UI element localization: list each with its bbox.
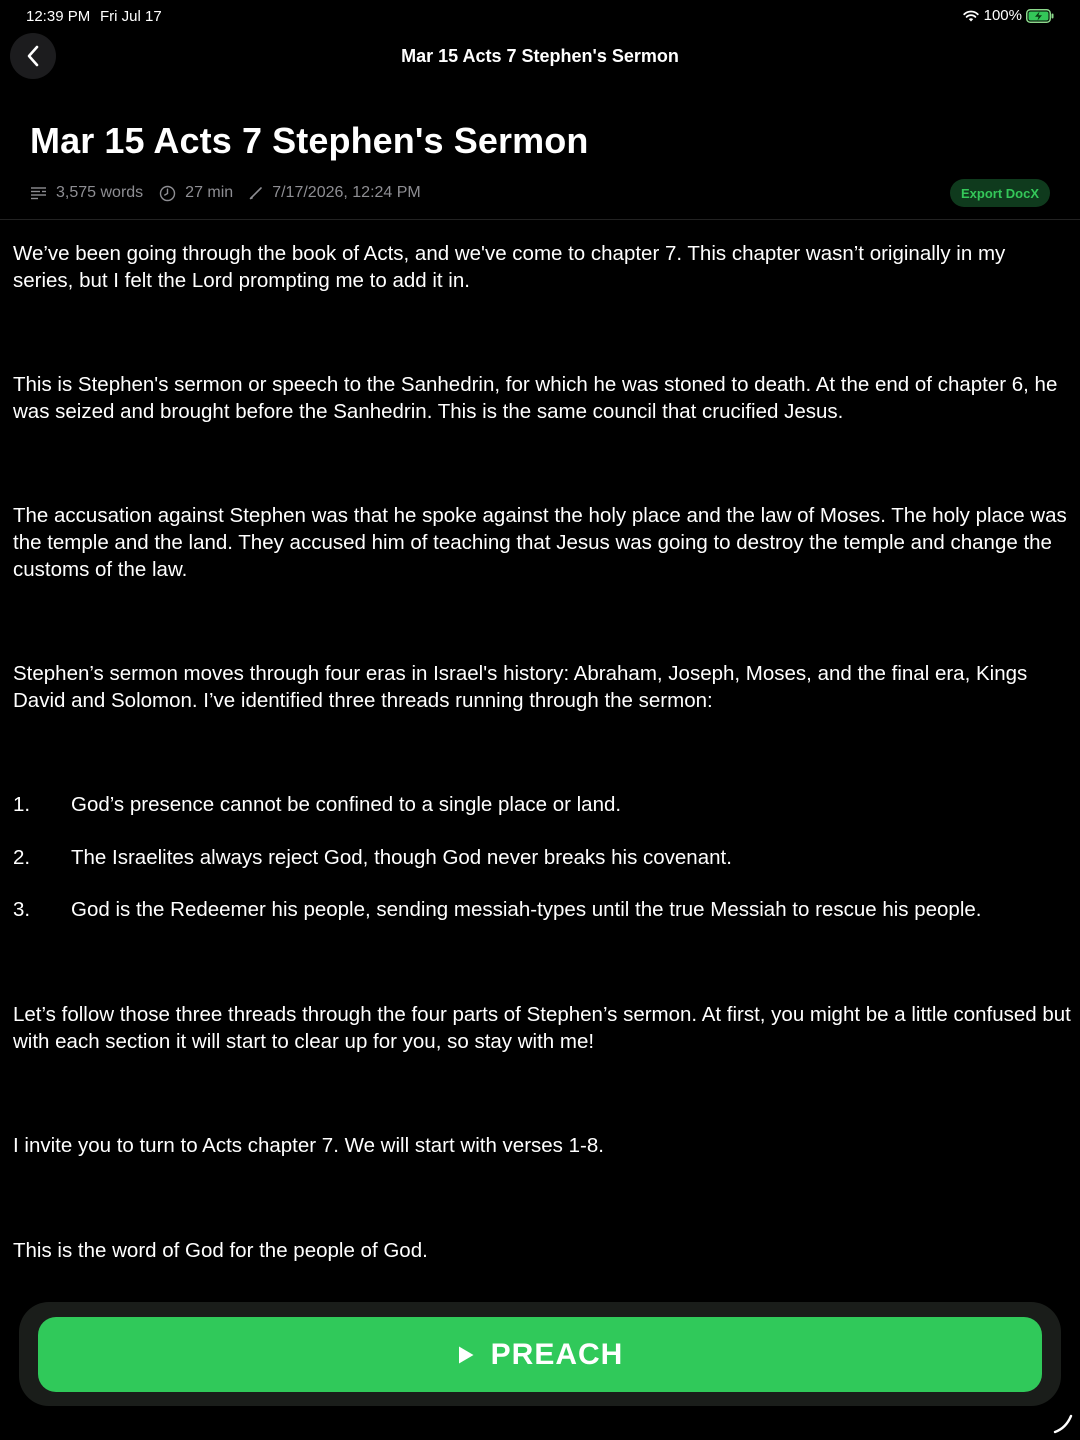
status-time: 12:39 PM <box>26 8 91 25</box>
lines-icon <box>30 186 47 200</box>
preach-button[interactable] <box>38 1317 1042 1392</box>
document-meta <box>30 182 437 204</box>
duration-label: 27 min <box>185 184 234 201</box>
status-indicators <box>962 7 1054 24</box>
paragraph: This is the word of God for the people of God. <box>13 1239 428 1262</box>
list-item <box>13 791 1071 818</box>
edited-date <box>249 184 421 202</box>
status-date: Fri Jul 17 <box>100 8 162 25</box>
paragraph: The accusation against Stephen was that he spoke against the holy place and the law of Moses. The holy place was the temple and the land. They accused him of teaching that Jesus was going to destroy the temple and change the customs of the law. <box>13 504 1067 581</box>
paragraph: We’ve been going through the book of Acts, and we've come to chapter 7. This chapter wasn’t originally in my series, but I felt the Lord prompting me to add it in. <box>13 242 1006 292</box>
list-item <box>13 844 1071 871</box>
paragraph: I invite you to turn to Acts chapter 7. We will start with verses 1-8. <box>13 1134 604 1157</box>
word-count <box>30 184 143 202</box>
battery-charging-icon <box>1026 9 1054 23</box>
list-number: 2. <box>13 846 31 869</box>
document-title: Mar 15 Acts 7 Stephen's Sermon <box>30 120 589 161</box>
pencil-icon <box>249 186 263 200</box>
duration <box>159 184 233 202</box>
play-icon <box>457 1345 475 1365</box>
list-item <box>13 896 1071 923</box>
list-text: God is the Redeemer his people, sending messiah-types until the true Messiah to rescue his people. <box>71 898 982 921</box>
nav-title: Mar 15 Acts 7 Stephen's Sermon <box>401 46 679 66</box>
preach-label: PREACH <box>490 1337 624 1371</box>
battery-percent: 100% <box>983 7 1022 24</box>
wifi-icon <box>962 9 980 23</box>
paragraph: Stephen’s sermon moves through four eras in Israel's history: Abraham, Joseph, Moses, and the final era, Kings David and Solomon. I’ve identified three threads running through the sermon: <box>13 662 1028 712</box>
paragraph: Let’s follow those three threads through the four parts of Stephen’s sermon. At first, you might be a little confused but with each section it will start to clear up for you, so stay with me! <box>13 1003 1071 1053</box>
word-count-label: 3,575 words <box>56 184 144 201</box>
export-docx-button[interactable]: Export DocX <box>950 179 1050 207</box>
scroll-indicator-icon <box>1052 1412 1074 1434</box>
header-divider <box>0 219 1080 220</box>
status-bar <box>0 0 1080 34</box>
list-number: 1. <box>13 793 31 816</box>
edited-date-label: 7/17/2026, 12:24 PM <box>272 184 421 201</box>
list-number: 3. <box>13 898 31 921</box>
list-text: God’s presence cannot be confined to a single place or land. <box>71 793 622 816</box>
paragraph: This is Stephen's sermon or speech to the Sanhedrin, for which he was stoned to death. At the end of chapter 6, he was seized and brought before the Sanhedrin. This is the same council that crucified Jesus. <box>13 373 1058 423</box>
clock-icon <box>159 185 176 202</box>
list-text: The Israelites always reject God, though God never breaks his covenant. <box>71 846 732 869</box>
